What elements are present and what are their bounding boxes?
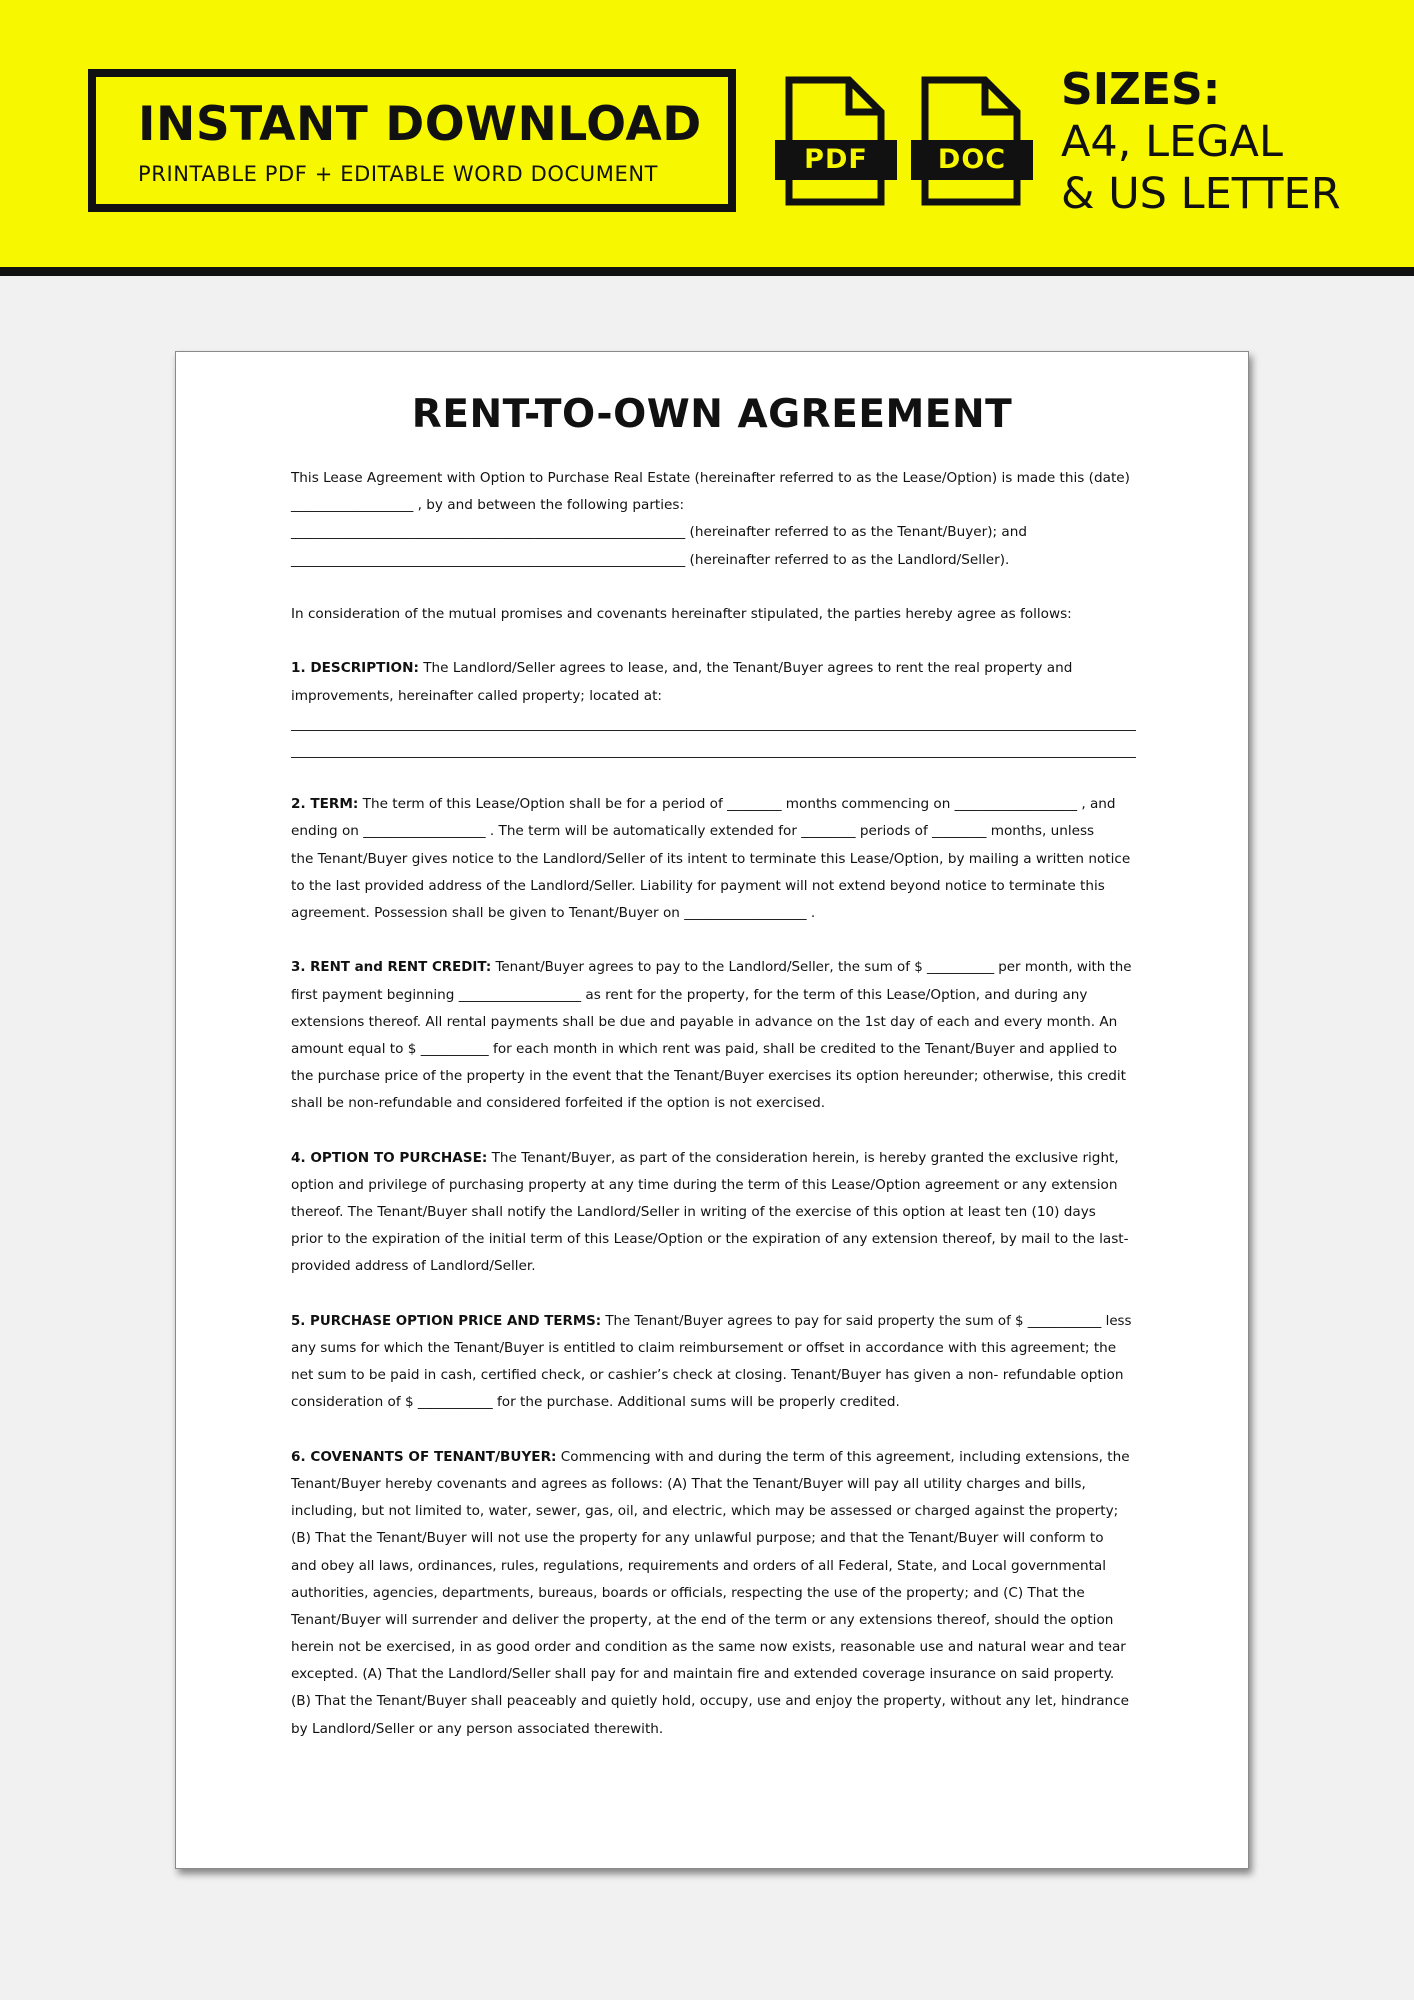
doc-file-icon xyxy=(911,76,1033,206)
pdf-label: PDF xyxy=(804,144,868,175)
section-5-heading: 5. PURCHASE OPTION PRICE AND TERMS: xyxy=(291,1313,602,1329)
section-4-line: 4. OPTION TO PURCHASE: The Tenant/Buyer, as part of the consideration herein, is hereby granted the exclusive right, xyxy=(291,1149,1119,1166)
section-6-line: 6. COVENANTS OF TENANT/BUYER: Commencing with and during the term of this agreement, including extensions, the xyxy=(291,1448,1130,1465)
section-1-line: improvements, hereinafter called property; located at: xyxy=(291,687,662,704)
sizes-line-2: & US LETTER xyxy=(1061,169,1341,219)
section-2-line: agreement. Possession shall be given to Tenant/Buyer on __________________ . xyxy=(291,905,816,921)
section-4-line: option and privilege of purchasing property at any time during the term of this Lease/Option agreement or any extension xyxy=(291,1176,1118,1193)
pdf-file-icon xyxy=(775,76,897,206)
section-3-line: the purchase price of the property in the event that the Tenant/Buyer exercises its option hereunder; otherwise, this credit xyxy=(291,1068,1126,1085)
section-6-line: Tenant/Buyer hereby covenants and agrees as follows: (A) That the Tenant/Buyer will pay all utility charges and bills, xyxy=(291,1475,1086,1492)
document-title: RENT-TO-OWN AGREEMENT xyxy=(411,392,1013,437)
promo-banner xyxy=(0,0,1414,276)
section-4-line: provided address of Landlord/Seller. xyxy=(291,1258,536,1275)
section-4-line: prior to the expiration of the initial term of this Lease/Option or the expiration of any extension thereof, by mail to the last- xyxy=(291,1231,1129,1248)
address-blank-line xyxy=(291,737,1136,764)
section-5-line: any sums for which the Tenant/Buyer is entitled to claim reimbursement or offset in accordance with this agreement; the xyxy=(291,1340,1117,1356)
section-3-line: 3. RENT and RENT CREDIT: Tenant/Buyer agrees to pay to the Landlord/Seller, the sum of $ __________ per month, with the xyxy=(291,960,1132,976)
section-6-line: Tenant/Buyer will surrender and deliver the property, at the end of the term or any extensions thereof, should the option xyxy=(291,1611,1114,1628)
address-blank-line xyxy=(291,710,1136,737)
intro-line: __________________________________________________________ (hereinafter referred to as the Landlord/Seller). xyxy=(291,551,1010,568)
section-6-line: excepted. (A) That the Landlord/Seller shall pay for and maintain fire and extended coverage insurance on said property. xyxy=(291,1666,1115,1683)
section-2-line: the Tenant/Buyer gives notice to the Landlord/Seller of its intent to terminate this Lease/Option, by mailing a written notice xyxy=(291,850,1131,867)
section-6-line: (B) That the Tenant/Buyer shall peaceably and quietly hold, occupy, use and enjoy the property, without any let, hindrance xyxy=(291,1693,1129,1710)
section-2-line: 2. TERM: The term of this Lease/Option shall be for a period of ________ months commencing on __________________ , and xyxy=(291,796,1116,813)
section-6-line: by Landlord/Seller or any person associated therewith. xyxy=(291,1720,664,1737)
sizes-title: SIZES: xyxy=(1061,64,1221,115)
section-5-line: consideration of $ ___________ for the purchase. Additional sums will be properly credited. xyxy=(291,1394,900,1411)
intro-line: __________________________________________________________ (hereinafter referred to as the Tenant/Buyer); and xyxy=(291,524,1027,541)
section-3-line: shall be non-refundable and considered forfeited if the option is not exercised. xyxy=(291,1095,826,1112)
section-6-line: including, but not limited to, water, sewer, gas, oil, and electric, which may be assessed or charged against the property; xyxy=(291,1503,1119,1520)
section-2-line: to the last provided address of the Landlord/Seller. Liability for payment will not extend beyond notice to terminate this xyxy=(291,877,1105,894)
section-6-line: herein not be exercised, in as good order and condition as the same now exists, reasonable use and natural wear and tear xyxy=(291,1639,1126,1656)
section-3-line: extensions thereof. All rental payments shall be due and payable in advance on the 1st day of each and every month. An xyxy=(291,1013,1118,1030)
instant-download-box xyxy=(88,69,736,212)
section-6-heading: 6. COVENANTS OF TENANT/BUYER: xyxy=(291,1448,557,1465)
section-6-line: and obey all laws, ordinances, rules, regulations, requirements and orders of all Federal, State, and Local governmental xyxy=(291,1557,1107,1574)
section-6-line: (B) That the Tenant/Buyer will not use the property for any unlawful purpose; and that the Tenant/Buyer will conform to xyxy=(291,1530,1104,1547)
section-1-heading: 1. DESCRIPTION: xyxy=(291,660,419,677)
document-page xyxy=(175,351,1249,1869)
section-2-heading: 2. TERM: xyxy=(291,796,359,813)
instant-download-title: INSTANT DOWNLOAD xyxy=(138,97,702,152)
section-4-heading: 4. OPTION TO PURCHASE: xyxy=(291,1149,488,1166)
sizes-line-1: A4, LEGAL xyxy=(1061,117,1283,167)
intro-line: __________________ , by and between the following parties: xyxy=(291,497,685,514)
section-3-heading: 3. RENT and RENT CREDIT: xyxy=(291,960,492,976)
section-3-line: amount equal to $ __________ for each month in which rent was paid, shall be credited to the Tenant/Buyer and applied to xyxy=(291,1040,1118,1057)
section-3-line: first payment beginning __________________ as rent for the property, for the term of this Lease/Option, and during any xyxy=(291,986,1088,1003)
section-2-line: ending on __________________ . The term will be automatically extended for ________ periods of ________ months, unless xyxy=(291,823,1095,840)
section-1-line: 1. DESCRIPTION: The Landlord/Seller agrees to lease, and, the Tenant/Buyer agrees to rent the real property and xyxy=(291,660,1073,677)
consideration-text: In consideration of the mutual promises and covenants hereinafter stipulated, the parties hereby agree as follows: xyxy=(291,605,1072,622)
sizes-info xyxy=(1061,64,1341,220)
doc-label: DOC xyxy=(937,144,1007,175)
section-6-line: authorities, agencies, departments, bureaus, boards or officials, respecting the use of the property; and (C) That the xyxy=(291,1584,1085,1601)
section-5-line: net sum to be paid in cash, certified check, or cashier’s check at closing. Tenant/Buyer has given a non- refundable option xyxy=(291,1367,1124,1384)
section-5-line: 5. PURCHASE OPTION PRICE AND TERMS: The Tenant/Buyer agrees to pay for said property the sum of $ ___________ less xyxy=(291,1313,1132,1329)
section-4-line: thereof. The Tenant/Buyer shall notify the Landlord/Seller in writing of the exercise of this option at least ten (10) days xyxy=(291,1204,1096,1221)
instant-download-subtitle: PRINTABLE PDF + EDITABLE WORD DOCUMENT xyxy=(138,162,659,186)
document-body xyxy=(291,465,1136,1743)
intro-line: This Lease Agreement with Option to Purchase Real Estate (hereinafter referred to as the Lease/Option) is made this (date) xyxy=(291,470,1130,486)
